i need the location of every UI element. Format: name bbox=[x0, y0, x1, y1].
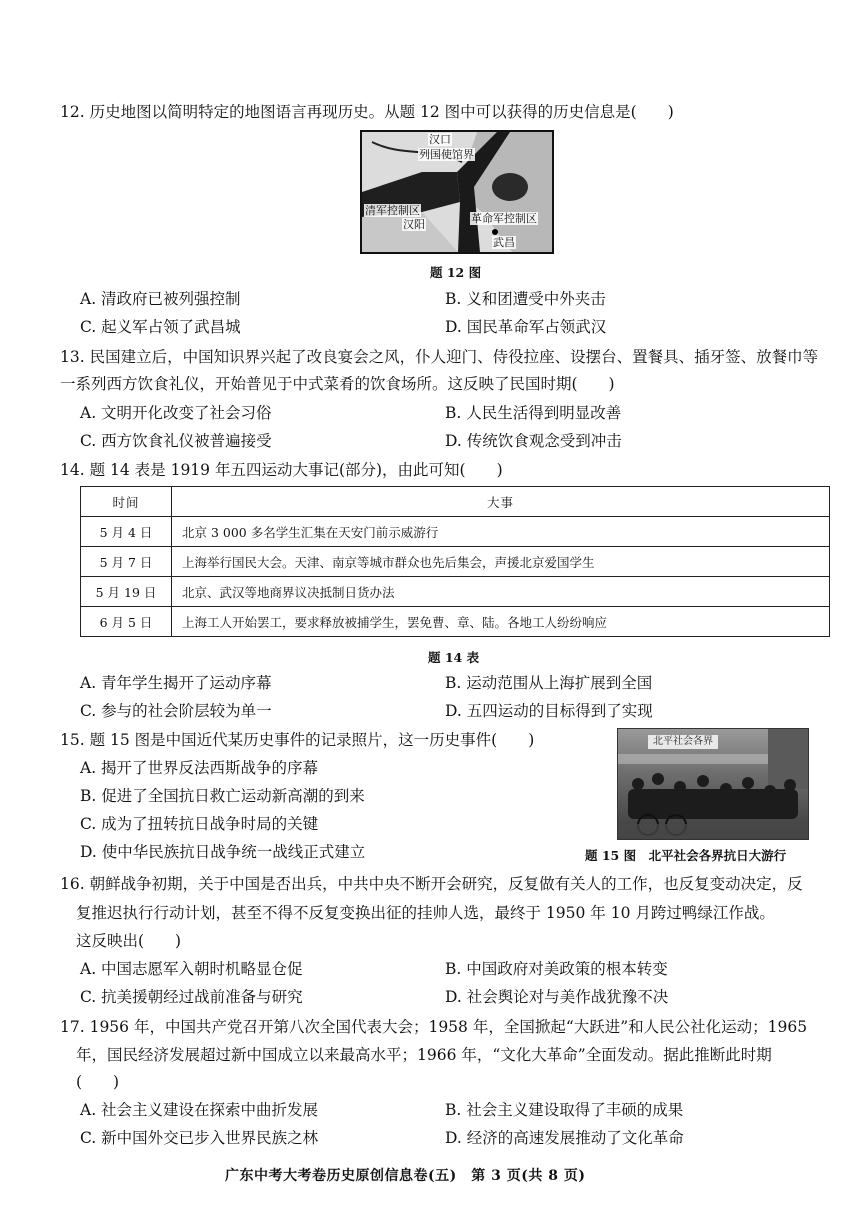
table-row bbox=[81, 547, 830, 577]
table-header-event: 大事 bbox=[172, 487, 830, 517]
question-16-line-1: 16. 朝鲜战争初期，关于中国是否出兵，中共中央不断开会研究，反复做有关人的工作，也反复变动决定，反 bbox=[60, 875, 803, 893]
q15-option-a: A. 揭开了世界反法西斯战争的序幕 bbox=[80, 759, 319, 777]
table-row bbox=[81, 517, 830, 547]
q12-option-b: B. 义和团遭受中外夹击 bbox=[445, 290, 606, 308]
q15-option-d: D. 使中华民族抗日战争统一战线正式建立 bbox=[80, 843, 366, 861]
q16-option-c: C. 抗美援朝经过战前准备与研究 bbox=[80, 988, 303, 1006]
map-label-hankou: 汉口 bbox=[429, 133, 451, 146]
q17-option-d: D. 经济的高速发展推动了文化革命 bbox=[445, 1129, 684, 1147]
q12-option-a: A. 清政府已被列强控制 bbox=[80, 290, 241, 308]
question-14-table bbox=[80, 486, 830, 637]
table-header-row bbox=[81, 487, 830, 517]
question-15-caption: 题 15 图 北平社会各界抗日大游行 bbox=[585, 848, 787, 863]
q17-option-c: C. 新中国外交已步入世界民族之林 bbox=[80, 1129, 319, 1147]
question-14-stem: 14. 题 14 表是 1919 年五四运动大事记(部分)，由此可知( ) bbox=[60, 461, 503, 479]
question-15-photo bbox=[617, 728, 809, 840]
question-13-line-1: 13. 民国建立后，中国知识界兴起了改良宴会之风，仆人迎门、侍役拉座、设摆台、置餐具、插牙签、放餐巾等 bbox=[60, 348, 819, 366]
q13-option-d: D. 传统饮食观念受到冲击 bbox=[445, 432, 622, 450]
q12-option-d: D. 国民革命军占领武汉 bbox=[445, 318, 607, 336]
table-cell-event: 上海工人开始罢工，要求释放被捕学生，罢免曹、章、陆。各地工人纷纷响应 bbox=[172, 607, 830, 637]
q13-option-c: C. 西方饮食礼仪被普遍接受 bbox=[80, 432, 272, 450]
table-cell-date: 5 月 19 日 bbox=[81, 577, 172, 607]
q16-option-a: A. 中国志愿军入朝时机略显仓促 bbox=[80, 960, 303, 978]
map-label-hanyang: 汉阳 bbox=[403, 218, 425, 231]
table-cell-event: 北京 3 000 多名学生汇集在天安门前示威游行 bbox=[172, 517, 830, 547]
q16-option-b: B. 中国政府对美政策的根本转变 bbox=[445, 960, 668, 978]
question-13-line-2: 一系列西方饮食礼仪，开始普见于中式菜肴的饮食场所。这反映了民国时期( ) bbox=[60, 375, 615, 393]
q14-option-b: B. 运动范围从上海扩展到全国 bbox=[445, 674, 653, 692]
question-15-stem: 15. 题 15 图是中国近代某历史事件的记录照片，这一历史事件( ) bbox=[60, 731, 535, 749]
question-16-line-3: 这反映出( ) bbox=[76, 932, 182, 950]
table-cell-event: 北京、武汉等地商界议决抵制日货办法 bbox=[172, 577, 830, 607]
table-cell-date: 5 月 4 日 bbox=[81, 517, 172, 547]
table-cell-date: 5 月 7 日 bbox=[81, 547, 172, 577]
question-12-caption: 题 12 图 bbox=[430, 265, 482, 280]
question-17-line-3: ( ) bbox=[76, 1073, 120, 1091]
question-17-line-2: 年，国民经济发展超过新中国成立以来最高水平；1966 年，“文化大革命”全面发动。据此推断此时期 bbox=[76, 1046, 772, 1064]
map-label-concession: 列国使馆界 bbox=[419, 148, 474, 161]
question-16-line-2: 复推迟执行行动计划，甚至不得不反复变换出征的挂帅人选，最终于 1950 年 10 月跨过鸭绿江作战。 bbox=[76, 904, 775, 922]
q14-option-a: A. 青年学生揭开了运动序幕 bbox=[80, 674, 272, 692]
q13-option-b: B. 人民生活得到明显改善 bbox=[445, 404, 622, 422]
q17-option-a: A. 社会主义建设在探索中曲折发展 bbox=[80, 1101, 319, 1119]
table-cell-event: 上海举行国民大会。天津、南京等城市群众也先后集会，声援北京爱国学生 bbox=[172, 547, 830, 577]
map-label-revolution-area: 革命军控制区 bbox=[471, 212, 537, 225]
map-label-qing-area: 清军控制区 bbox=[365, 204, 420, 217]
question-14-caption: 题 14 表 bbox=[428, 650, 480, 665]
table-row bbox=[81, 607, 830, 637]
question-12-map bbox=[360, 130, 554, 254]
table-header-time: 时间 bbox=[81, 487, 172, 517]
question-12-stem: 12. 历史地图以简明特定的地图语言再现历史。从题 12 图中可以获得的历史信息是( ) bbox=[60, 103, 674, 121]
q16-option-d: D. 社会舆论对与美作战犹豫不决 bbox=[445, 988, 669, 1006]
table-cell-date: 6 月 5 日 bbox=[81, 607, 172, 637]
q15-option-c: C. 成为了扭转抗日战争时局的关键 bbox=[80, 815, 319, 833]
photo-banner: 北平社会各界 bbox=[648, 735, 718, 749]
map-label-wuchang: 武昌 bbox=[493, 236, 515, 249]
q17-option-b: B. 社会主义建设取得了丰硕的成果 bbox=[445, 1101, 684, 1119]
q14-option-c: C. 参与的社会阶层较为单一 bbox=[80, 702, 272, 720]
table-row bbox=[81, 577, 830, 607]
q12-option-c: C. 起义军占领了武昌城 bbox=[80, 318, 241, 336]
question-17-line-1: 17. 1956 年，中国共产党召开第八次全国代表大会；1958 年，全国掀起“大跃进”和人民公社化运动；1965 bbox=[60, 1018, 808, 1036]
page-footer: 广东中考大考卷历史原创信息卷(五) 第 3 页(共 8 页) bbox=[225, 1168, 586, 1184]
q15-option-b: B. 促进了全国抗日救亡运动新高潮的到来 bbox=[80, 787, 365, 805]
q13-option-a: A. 文明开化改变了社会习俗 bbox=[80, 404, 272, 422]
q14-option-d: D. 五四运动的目标得到了实现 bbox=[445, 702, 653, 720]
